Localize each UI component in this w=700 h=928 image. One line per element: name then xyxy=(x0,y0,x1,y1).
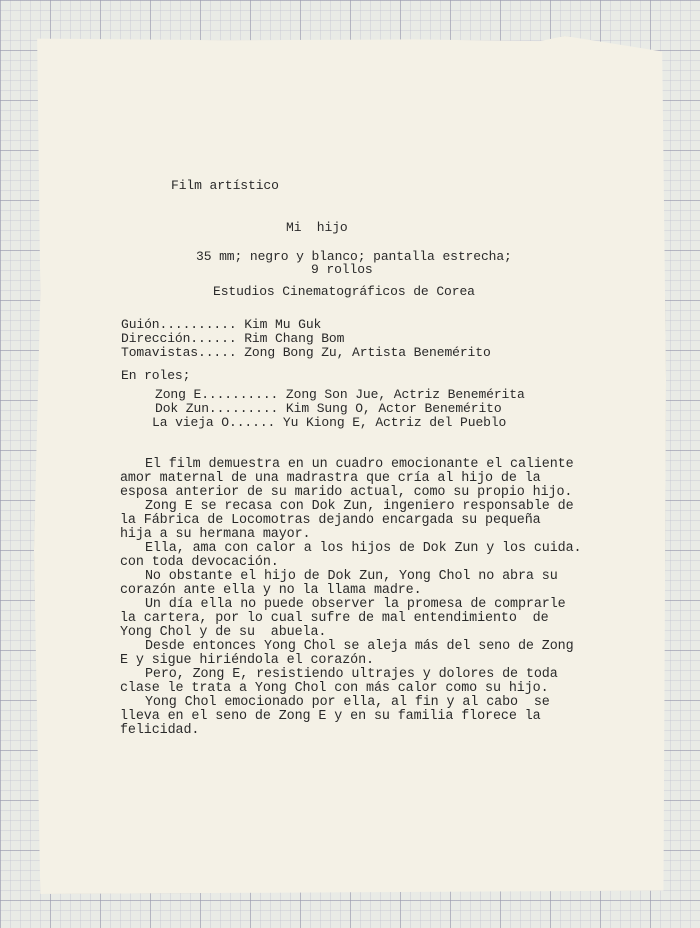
synopsis-line: Yong Chol emocionado por ella, al fin y al cabo se xyxy=(145,695,550,710)
synopsis-line: hija a su hermana mayor. xyxy=(120,527,311,542)
synopsis-line: esposa anterior de su marido actual, como su propio hijo. xyxy=(120,485,573,500)
synopsis-line: clase le trata a Yong Chol con más calor como su hijo. xyxy=(120,681,549,696)
credit-line: Guión.......... Kim Mu Guk xyxy=(121,317,322,332)
synopsis-line: con toda devocación. xyxy=(120,555,279,570)
synopsis-line: E y sigue hiriéndola el corazón. xyxy=(120,653,374,668)
synopsis-line: Ella, ama con calor a los hijos de Dok Zun y los cuida. xyxy=(145,541,582,556)
synopsis-line: felicidad. xyxy=(120,723,200,738)
synopsis-line: Zong E se recasa con Dok Zun, ingeniero responsable de xyxy=(145,499,574,514)
synopsis-line: El film demuestra en un cuadro emocionante el caliente xyxy=(145,457,574,472)
synopsis-line: Desde entonces Yong Chol se aleja más del seno de Zong xyxy=(145,639,574,654)
studio-line: Estudios Cinematográficos de Corea xyxy=(213,284,475,299)
role-line: Zong E.......... Zong Son Jue, Actriz Benemérita xyxy=(155,387,525,402)
synopsis-line: amor maternal de una madrastra que cría al hijo de la xyxy=(120,471,541,486)
film-title: Mi hijo xyxy=(286,220,348,235)
credit-line: Tomavistas..... Zong Bong Zu, Artista Benemérito xyxy=(121,345,491,360)
synopsis-line: lleva en el seno de Zong E y en su familia florece la xyxy=(120,709,541,724)
roles-label: En roles; xyxy=(121,368,191,383)
synopsis-line: corazón ante ella y no la llama madre. xyxy=(120,583,422,598)
credit-line: Dirección...... Rim Chang Bom xyxy=(121,331,345,346)
format-line-1: 35 mm; negro y blanco; pantalla estrecha; xyxy=(196,249,512,264)
role-line: Dok Zun......... Kim Sung O, Actor Benemérito xyxy=(155,401,502,416)
synopsis-line: Yong Chol y de su abuela. xyxy=(120,625,327,640)
format-line-2: 9 rollos xyxy=(311,262,373,277)
synopsis-line: Pero, Zong E, resistiendo ultrajes y dolores de toda xyxy=(145,667,558,682)
synopsis-line: la Fábrica de Locomotras dejando encargada su pequeña xyxy=(120,513,541,528)
role-line: La vieja O...... Yu Kiong E, Actriz del Pueblo xyxy=(152,415,507,430)
synopsis-line: la cartera, por lo cual sufre de mal entendimiento de xyxy=(120,611,549,626)
document-heading: Film artístico xyxy=(171,178,279,193)
synopsis-line: Un día ella no puede observer la promesa de comprarle xyxy=(145,597,566,612)
synopsis-line: No obstante el hijo de Dok Zun, Yong Chol no abra su xyxy=(145,569,558,584)
